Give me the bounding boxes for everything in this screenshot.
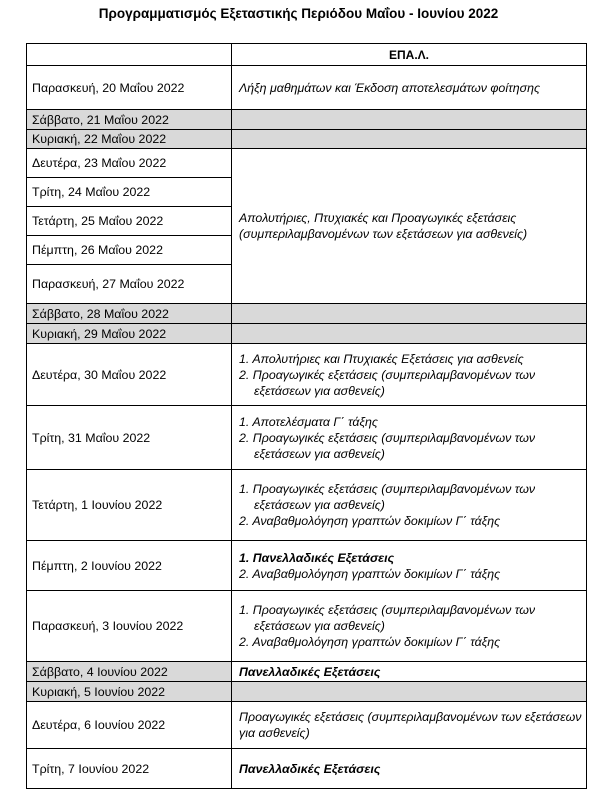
date-cell: Πέμπτη, 2 Ιουνίου 2022	[27, 541, 232, 591]
table-row	[27, 149, 587, 178]
table-row	[27, 406, 587, 470]
table-header-row	[27, 44, 587, 66]
date-cell: Σάββατο, 21 Μαΐου 2022	[27, 110, 232, 130]
date-cell: Τρίτη, 24 Μαΐου 2022	[27, 178, 232, 207]
table-row	[27, 682, 587, 702]
table-row	[27, 541, 587, 591]
table-row	[27, 66, 587, 110]
list-item: 1. Προαγωγικές εξετάσεις (συμπεριλαμβανομένων των εξετάσεων για ασθενείς)	[239, 482, 536, 512]
event-cell	[232, 541, 587, 591]
table-row	[27, 324, 587, 344]
event-list	[239, 550, 586, 582]
event-cell	[232, 470, 587, 541]
list-item: 1. Απολυτήριες και Πτυχιακές Εξετάσεις για ασθενείς	[239, 351, 524, 366]
header-cell-date	[27, 44, 232, 66]
table-row	[27, 591, 587, 662]
date-cell: Σάββατο, 28 Μαΐου 2022	[27, 304, 232, 324]
event-cell	[232, 344, 587, 406]
event-cell	[232, 130, 587, 149]
list-item: 1. Αποτελέσματα Γ΄ τάξης	[239, 414, 378, 429]
date-cell: Κυριακή, 29 Μαΐου 2022	[27, 324, 232, 344]
date-cell: Κυριακή, 5 Ιουνίου 2022	[27, 682, 232, 702]
table-row	[27, 702, 587, 749]
list-item: 1. Πανελλαδικές Εξετάσεις	[239, 550, 395, 565]
date-cell: Τρίτη, 31 Μαΐου 2022	[27, 406, 232, 470]
table-row	[27, 470, 587, 541]
date-cell: Σάββατο, 4 Ιουνίου 2022	[27, 662, 232, 682]
list-item: 2. Αναβαθμολόγηση γραπτών δοκιμίων Γ΄ τάξης	[239, 635, 501, 649]
date-cell: Δευτέρα, 30 Μαΐου 2022	[27, 344, 232, 406]
table-row	[27, 304, 587, 324]
table-row	[27, 130, 587, 149]
event-cell	[232, 324, 587, 344]
date-cell: Δευτέρα, 6 Ιουνίου 2022	[27, 702, 232, 749]
event-cell: Προαγωγικές εξετάσεις (συμπεριλαμβανομένων των εξετάσεων για ασθενείς)	[232, 702, 587, 749]
table-row	[27, 662, 587, 682]
event-cell	[232, 406, 587, 470]
table-row	[27, 749, 587, 789]
event-list	[239, 351, 586, 399]
date-cell: Τετάρτη, 25 Μαΐου 2022	[27, 207, 232, 236]
schedule-table	[26, 43, 587, 789]
date-cell: Δευτέρα, 23 Μαΐου 2022	[27, 149, 232, 178]
page-title: Προγραμματισμός Εξεταστικής Περιόδου Μαΐου - Ιουνίου 2022	[98, 6, 499, 21]
event-cell: Πανελλαδικές Εξετάσεις	[232, 662, 587, 682]
event-cell	[232, 110, 587, 130]
date-cell: Τρίτη, 7 Ιουνίου 2022	[27, 749, 232, 789]
list-item: 1. Προαγωγικές εξετάσεις (συμπεριλαμβανομένων των εξετάσεων για ασθενείς)	[239, 603, 536, 633]
event-list	[239, 481, 586, 529]
date-cell: Κυριακή, 22 Μαΐου 2022	[27, 130, 232, 149]
list-item: 2. Προαγωγικές εξετάσεις (συμπεριλαμβανομένων των εξετάσεων για ασθενείς)	[239, 430, 536, 461]
date-cell: Πέμπτη, 26 Μαΐου 2022	[27, 236, 232, 265]
event-cell: Λήξη μαθημάτων και Έκδοση αποτελεσμάτων φοίτησης	[232, 66, 587, 110]
header-cell-epal: ΕΠΑ.Λ.	[232, 44, 587, 66]
list-item: 2. Αναβαθμολόγηση γραπτών δοκιμίων Γ΄ τάξης	[239, 566, 501, 581]
list-item: 2. Προαγωγικές εξετάσεις (συμπεριλαμβανομένων των εξετάσεων για ασθενείς)	[239, 367, 536, 398]
table-row	[27, 110, 587, 130]
event-list	[239, 602, 586, 650]
event-cell: Πανελλαδικές Εξετάσεις	[232, 749, 587, 789]
event-list	[239, 414, 586, 462]
event-cell: Απολυτήριες, Πτυχιακές και Προαγωγικές εξετάσεις (συμπεριλαμβανομένων των εξετάσεων για ασθενείς)	[232, 149, 587, 304]
event-cell	[232, 682, 587, 702]
list-item: 2. Αναβαθμολόγηση γραπτών δοκιμίων Γ΄ τάξης	[239, 514, 501, 528]
date-cell: Τετάρτη, 1 Ιουνίου 2022	[27, 470, 232, 541]
date-cell: Παρασκευή, 20 Μαΐου 2022	[27, 66, 232, 110]
table-row	[27, 344, 587, 406]
event-cell	[232, 591, 587, 662]
event-cell	[232, 304, 587, 324]
date-cell: Παρασκευή, 3 Ιουνίου 2022	[27, 591, 232, 662]
date-cell: Παρασκευή, 27 Μαΐου 2022	[27, 265, 232, 304]
